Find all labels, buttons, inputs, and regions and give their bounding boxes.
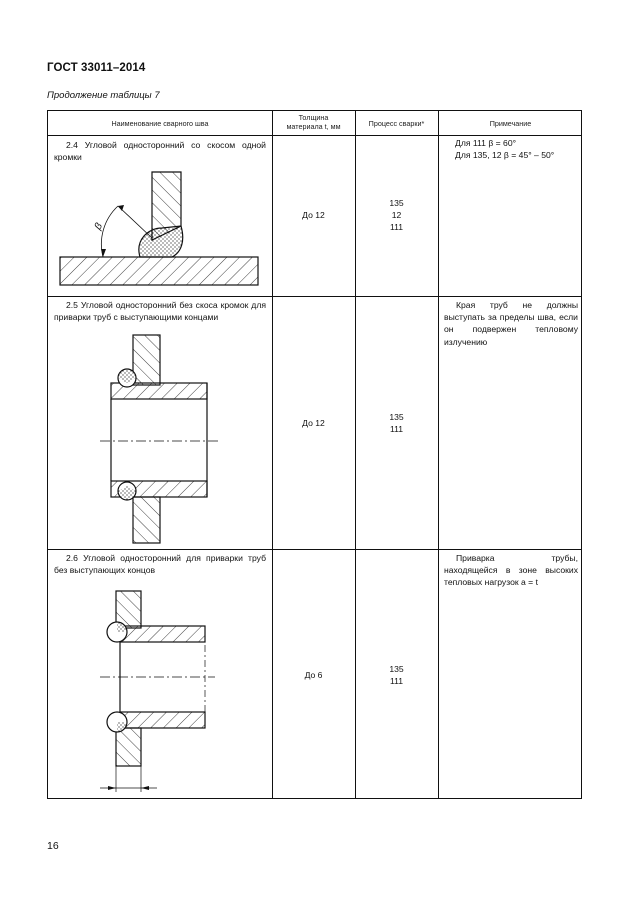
page-number: 16	[47, 840, 59, 852]
process-code: 111	[389, 676, 404, 687]
header-note: Примечание	[489, 119, 532, 128]
row-2-5-name: 2.5 Угловой односторонний без скоса кромок для приварки труб с выступающими концами	[54, 300, 266, 323]
row-2-6-thickness: До 6	[304, 670, 323, 680]
document-standard: ГОСТ 33011–2014	[47, 62, 146, 74]
process-code: 135	[389, 664, 404, 674]
header-thickness-line1: Толщина	[298, 113, 329, 122]
row-2-6-note: Приварка трубы, находящейся в зоне высоких тепловых нагрузок a = t	[444, 553, 578, 588]
row-2-6-name: 2.6 Угловой односторонний для приварки труб без выступающих концов	[54, 553, 266, 576]
row-2-4-thickness: До 12	[302, 210, 325, 220]
header-process: Процесс сварки*	[368, 119, 425, 128]
process-code: 12	[391, 210, 402, 221]
note-line: Для 135, 12 β = 45° – 50°	[455, 150, 555, 161]
process-code: 135	[389, 412, 404, 422]
row-2-5-note: Края труб не должны выступать за пределы шва, если он подвержен тепловому излучению	[444, 300, 578, 347]
row-2-4-name: 2.4 Угловой односторонний со скосом одной кромки	[54, 140, 266, 163]
table-caption: Продолжение таблицы 7	[47, 90, 160, 101]
header-name: Наименование сварного шва	[111, 119, 209, 128]
process-code: 135	[389, 198, 404, 208]
process-code: 111	[389, 424, 404, 435]
header-thickness-line2: материала t, мм	[286, 122, 341, 131]
row-2-5-thickness: До 12	[302, 418, 325, 428]
bevel-angle-label: β	[92, 221, 106, 232]
process-code: 111	[389, 222, 404, 233]
note-line: Для 111 β = 60°	[455, 138, 517, 148]
